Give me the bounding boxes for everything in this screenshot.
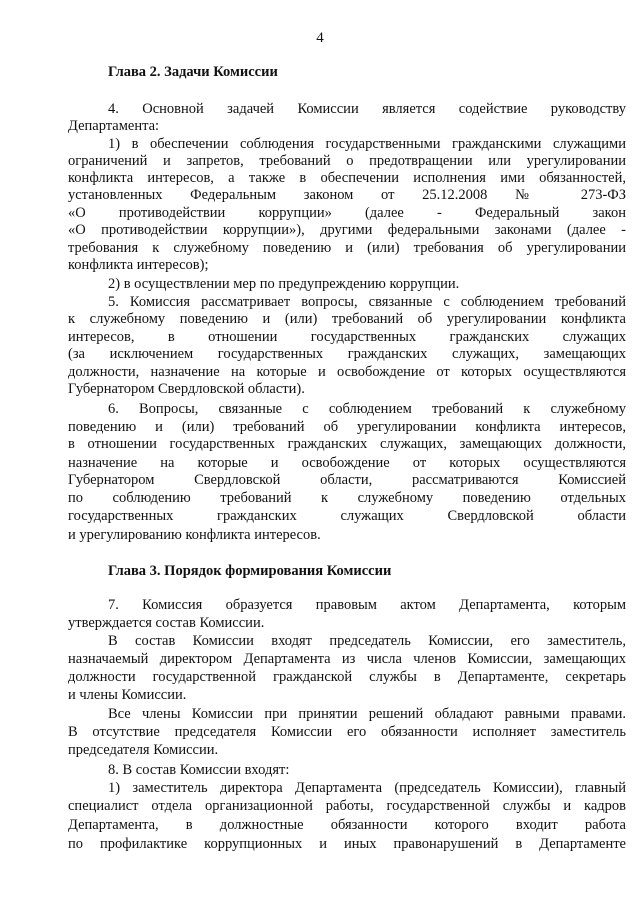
text-line: 5. Комиссия рассматривает вопросы, связанные с соблюдением требований	[108, 294, 626, 310]
text-line: 1) в обеспечении соблюдения государственными гражданскими служащими	[108, 136, 626, 152]
text-line: к служебному поведению и (или) требований об урегулировании конфликта	[68, 311, 626, 327]
chapter-3-heading: Глава 3. Порядок формирования Комиссии	[108, 563, 392, 579]
page-number: 4	[316, 30, 324, 46]
text-line: «О противодействии коррупции»), другими федеральными законами (далее -	[68, 222, 626, 238]
text-line: Департамента:	[68, 118, 160, 134]
text-line: назначаемый директором Департамента из числа членов Комиссии, замещающих	[68, 651, 626, 667]
text-line: 8. В состав Комиссии входят:	[108, 762, 290, 778]
text-line: и члены Комиссии.	[68, 687, 187, 703]
text-line: требования к служебному поведению и (или) требования об урегулировании	[68, 240, 626, 256]
text-line: В отсутствие председателя Комиссии его обязанности исполняет заместитель	[68, 724, 626, 740]
text-line: ограничений и запретов, требований о предотвращении или урегулировании	[68, 153, 626, 169]
text-line: председателя Комиссии.	[68, 742, 219, 758]
text-line: (за исключением государственных гражданских служащих, замещающих	[68, 346, 626, 362]
text-line: в отношении государственных гражданских служащих, замещающих должности,	[68, 436, 626, 452]
text-line: должности государственной гражданской службы в Департаменте, секретарь	[68, 669, 626, 685]
text-line: по профилактике коррупционных и иных правонарушений в Департаменте	[68, 836, 626, 852]
text-line: интересов, в отношении государственных гражданских служащих	[68, 329, 626, 345]
text-line: утверждается состав Комиссии.	[68, 615, 265, 631]
text-line: 4. Основной задачей Комиссии является содействие руководству	[108, 101, 626, 117]
text-line: конфликта интересов);	[68, 257, 209, 273]
text-line: специалист отдела организационной работы, государственной службы и кадров	[68, 798, 626, 814]
text-line: конфликта интересов, а также в обеспечении исполнения ими обязанностей,	[68, 170, 626, 186]
text-line: Губернатором Свердловской области, рассматриваются Комиссией	[68, 472, 626, 488]
text-line: Все члены Комиссии при принятии решений обладают равными правами.	[108, 706, 626, 722]
text-line: Губернатором Свердловской области).	[68, 381, 305, 397]
chapter-2-heading: Глава 2. Задачи Комиссии	[108, 64, 278, 80]
text-line: 7. Комиссия образуется правовым актом Департамента, которым	[108, 597, 626, 613]
text-line: поведению и (или) требований об урегулировании конфликта интересов,	[68, 419, 626, 435]
text-line: и урегулированию конфликта интересов.	[68, 527, 321, 543]
text-line: государственных гражданских служащих Свердловской области	[68, 508, 626, 524]
text-line: 1) заместитель директора Департамента (председатель Комиссии), главный	[108, 780, 626, 796]
text-line: «О противодействии коррупции» (далее - Федеральный закон	[68, 205, 626, 221]
text-line: Департамента, в должностные обязанности которого входит работа	[68, 817, 626, 833]
text-line: установленных Федеральным законом от 25.12.2008 № 273-ФЗ	[68, 187, 626, 203]
text-line: назначение на которые и освобождение от которых осуществляются	[68, 455, 626, 471]
text-line: 2) в осуществлении мер по предупреждению коррупции.	[108, 276, 460, 292]
text-line: должности, назначение на которые и освобождение от которых осуществляются	[68, 364, 626, 380]
text-line: 6. Вопросы, связанные с соблюдением требований к служебному	[108, 401, 626, 417]
text-line: по соблюдению требований к служебному поведению отдельных	[68, 490, 626, 506]
text-line: В состав Комиссии входят председатель Комиссии, его заместитель,	[108, 633, 626, 649]
